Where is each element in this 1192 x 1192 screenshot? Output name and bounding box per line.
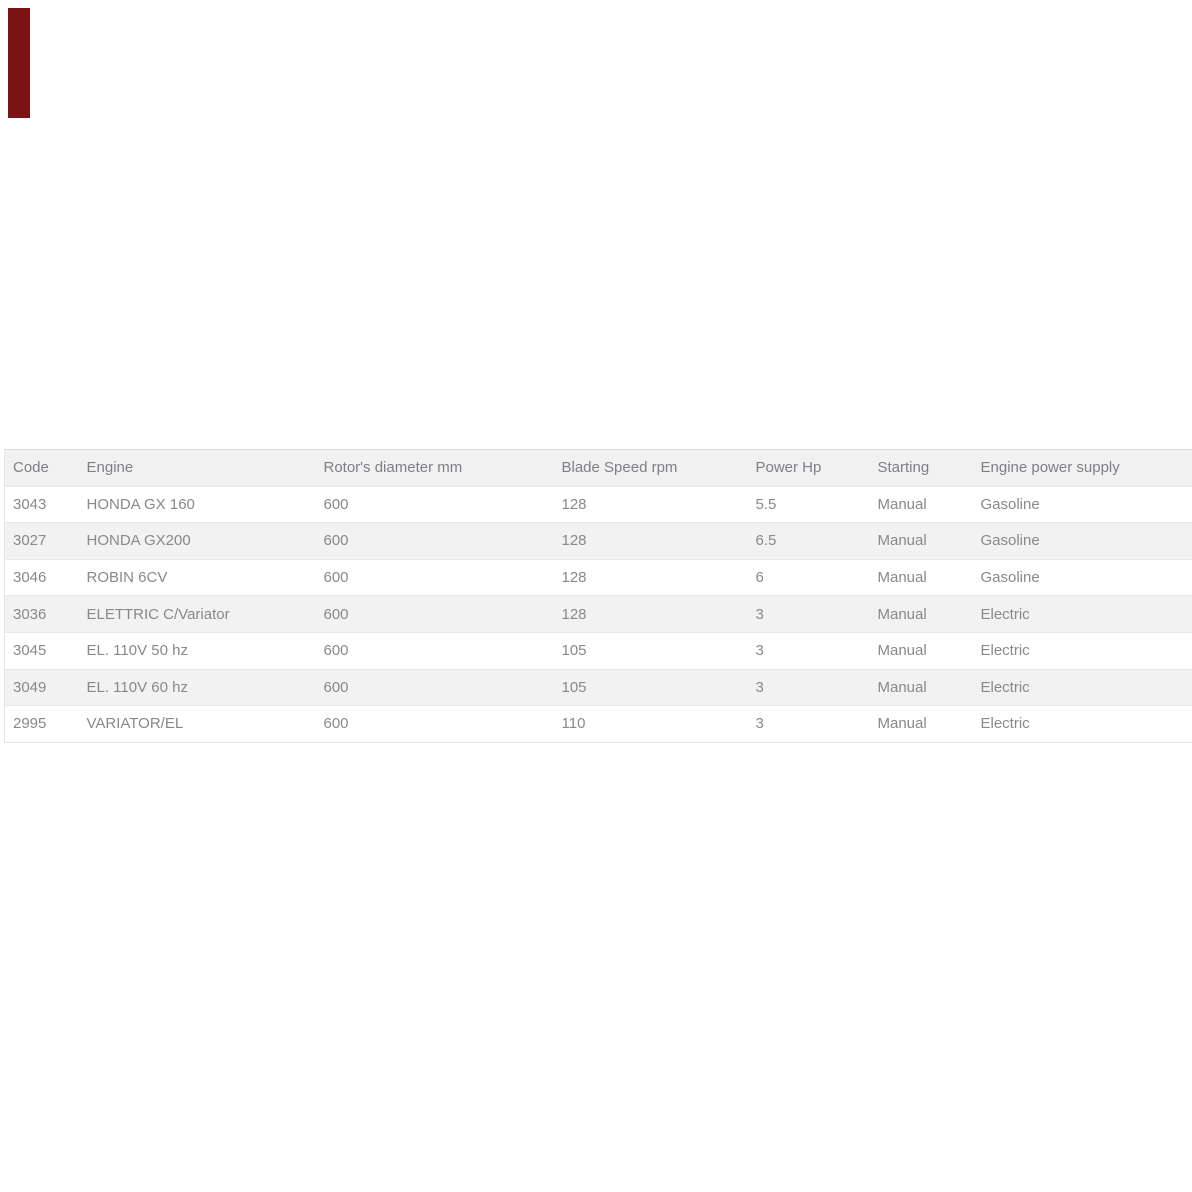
engine-spec-table	[4, 449, 1192, 743]
table-row	[5, 486, 1192, 523]
red-accent-bar	[8, 8, 30, 118]
cell-power-supply: Electric	[973, 596, 1192, 633]
column-header-power-supply: Engine power supply	[973, 450, 1192, 487]
cell-power-supply: Electric	[973, 669, 1192, 706]
cell-power-hp: 5.5	[748, 486, 870, 523]
cell-starting: Manual	[870, 596, 973, 633]
column-header-blade-speed: Blade Speed rpm	[554, 450, 748, 487]
cell-rotor-diameter: 600	[316, 669, 554, 706]
cell-power-hp: 3	[748, 706, 870, 743]
cell-code: 3046	[5, 559, 79, 596]
cell-power-supply: Gasoline	[973, 523, 1192, 560]
cell-code: 3027	[5, 523, 79, 560]
cell-power-supply: Electric	[973, 706, 1192, 743]
cell-power-hp: 3	[748, 669, 870, 706]
column-header-rotor-diameter: Rotor's diameter mm	[316, 450, 554, 487]
cell-blade-speed: 110	[554, 706, 748, 743]
cell-starting: Manual	[870, 486, 973, 523]
cell-code: 3043	[5, 486, 79, 523]
cell-engine: HONDA GX 160	[79, 486, 316, 523]
cell-power-hp: 3	[748, 596, 870, 633]
cell-code: 3036	[5, 596, 79, 633]
table-row	[5, 559, 1192, 596]
cell-rotor-diameter: 600	[316, 486, 554, 523]
cell-starting: Manual	[870, 669, 973, 706]
cell-power-hp: 6	[748, 559, 870, 596]
cell-power-supply: Gasoline	[973, 486, 1192, 523]
cell-rotor-diameter: 600	[316, 596, 554, 633]
cell-engine: HONDA GX200	[79, 523, 316, 560]
cell-rotor-diameter: 600	[316, 706, 554, 743]
column-header-engine: Engine	[79, 450, 316, 487]
table-row	[5, 669, 1192, 706]
cell-power-supply: Gasoline	[973, 559, 1192, 596]
cell-blade-speed: 128	[554, 559, 748, 596]
cell-engine: ROBIN 6CV	[79, 559, 316, 596]
table-row	[5, 523, 1192, 560]
cell-starting: Manual	[870, 706, 973, 743]
cell-engine: ELETTRIC C/Variator	[79, 596, 316, 633]
cell-starting: Manual	[870, 559, 973, 596]
cell-rotor-diameter: 600	[316, 559, 554, 596]
cell-engine: EL. 110V 60 hz	[79, 669, 316, 706]
column-header-code: Code	[5, 450, 79, 487]
cell-rotor-diameter: 600	[316, 632, 554, 669]
cell-power-hp: 3	[748, 632, 870, 669]
cell-engine: VARIATOR/EL	[79, 706, 316, 743]
cell-rotor-diameter: 600	[316, 523, 554, 560]
cell-code: 3049	[5, 669, 79, 706]
cell-starting: Manual	[870, 632, 973, 669]
cell-blade-speed: 105	[554, 632, 748, 669]
table-header-row	[5, 450, 1192, 487]
column-header-power-hp: Power Hp	[748, 450, 870, 487]
cell-power-hp: 6.5	[748, 523, 870, 560]
table-row	[5, 596, 1192, 633]
cell-power-supply: Electric	[973, 632, 1192, 669]
cell-blade-speed: 128	[554, 523, 748, 560]
cell-blade-speed: 128	[554, 596, 748, 633]
cell-code: 3045	[5, 632, 79, 669]
cell-blade-speed: 128	[554, 486, 748, 523]
cell-blade-speed: 105	[554, 669, 748, 706]
table-row	[5, 632, 1192, 669]
column-header-starting: Starting	[870, 450, 973, 487]
cell-code: 2995	[5, 706, 79, 743]
cell-starting: Manual	[870, 523, 973, 560]
table-row	[5, 706, 1192, 743]
cell-engine: EL. 110V 50 hz	[79, 632, 316, 669]
